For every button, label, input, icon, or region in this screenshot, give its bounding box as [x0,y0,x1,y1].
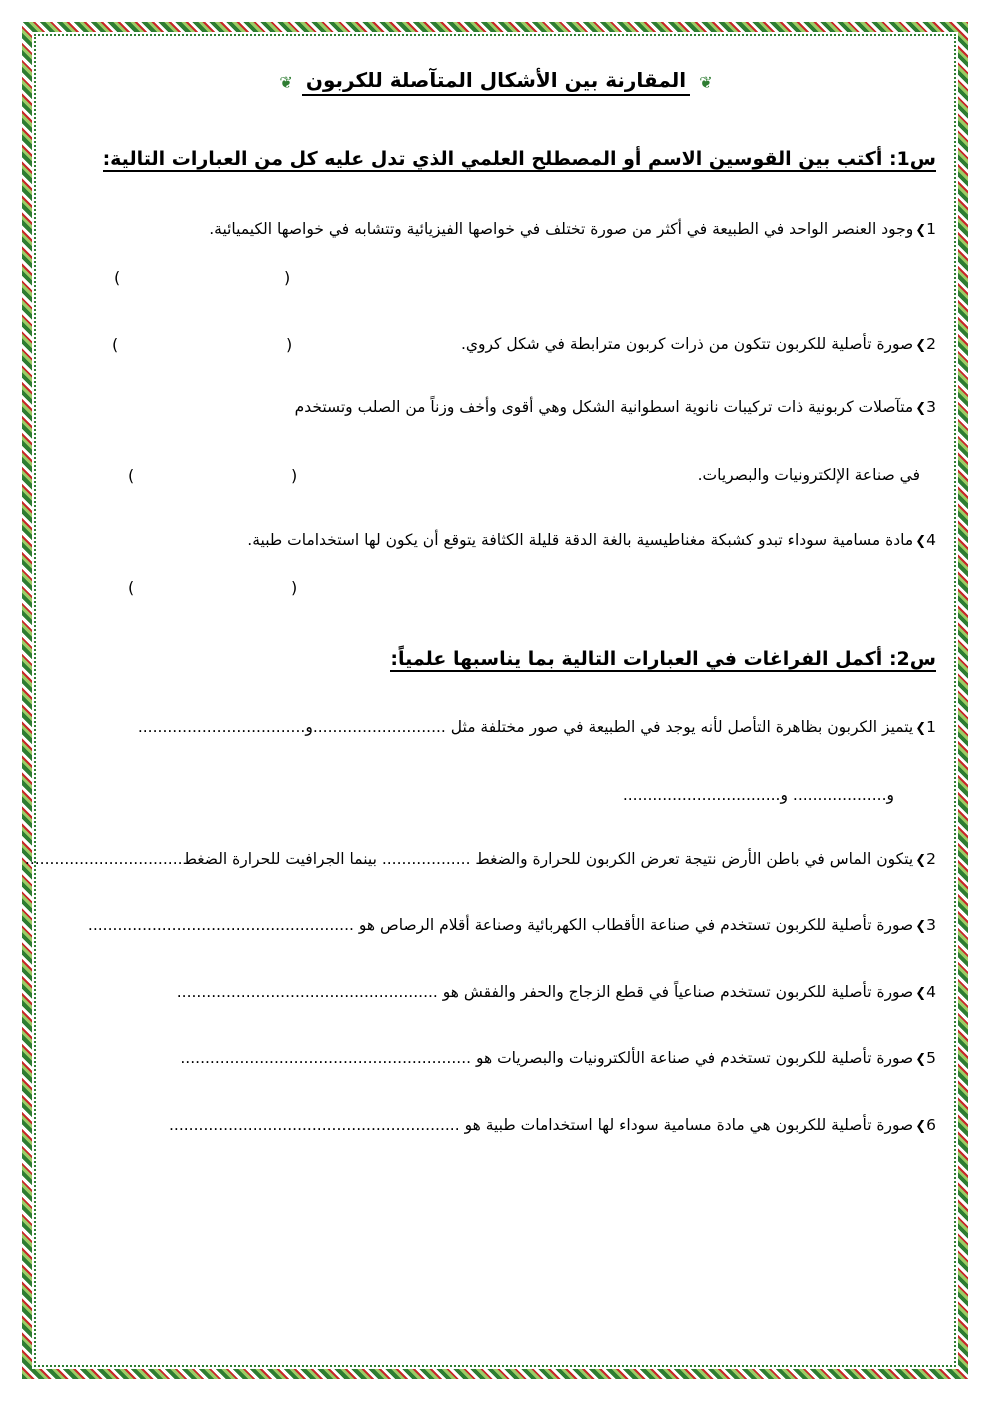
s1-item-3 [295,398,936,416]
arrow-icon: ❯ [915,721,927,736]
s2-item-2 [25,850,936,868]
answer-paren-open: ( [286,335,293,354]
answer-paren-close: ) [112,335,119,354]
answer-paren-close: ) [114,268,121,287]
item-number: 5 [926,1049,936,1067]
arrow-icon: ❯ [915,986,927,1001]
answer-paren-close: ) [128,578,135,597]
answer-paren-close: ) [128,466,135,485]
item-number: 1 [926,220,936,238]
s2-item-3 [88,916,936,934]
item-text: يتكون الماس في باطن الأرض نتيجة تعرض الكربون للحرارة والضغط .................. بينما الجرافيت للحرارة الضغط................................ [24,850,914,868]
item-text: صورة تأصلية للكربون تستخدم صناعياً في قطع الزجاج والحفر والفقش هو ..................................................... [176,983,914,1001]
s2-item-1-cont: و................... و................................ [622,786,894,804]
arrow-icon: ❯ [915,338,927,353]
arrow-icon: ❯ [915,223,927,238]
worksheet-page [24,48,944,1358]
s2-item-4 [177,983,936,1001]
item-text: وجود العنصر الواحد في الطبيعة في أكثر من صورة تختلف في خواصها الفيزيائية وتتشابه في خواصها الكيميائية. [209,220,914,238]
s1-item-4 [247,531,936,549]
section1-heading: س1: أكتب بين القوسين الاسم أو المصطلح العلمي الذي تدل عليه كل من العبارات التالية: [102,148,936,170]
ornament-icon: ❦ [699,73,713,92]
ornament-icon: ❦ [279,73,293,92]
arrow-icon: ❯ [915,401,927,416]
answer-paren-open: ( [284,268,291,287]
item-text: صورة تأصلية للكربون تتكون من ذرات كربون مترابطة في شكل كروي. [460,335,914,353]
s1-item-2 [461,335,936,353]
page-title: المقارنة بين الأشكال المتآصلة للكربون [302,68,690,96]
item-number: 2 [926,850,936,868]
item-number: 4 [926,983,936,1001]
arrow-icon: ❯ [915,919,927,934]
s1-item-3-cont: في صناعة الإلكترونيات والبصريات. [697,466,920,484]
s1-item-1 [209,220,936,238]
item-number: 4 [926,531,936,549]
item-text: يتميز الكربون بظاهرة التأصل لأنه يوجد في الطبيعة في صور مختلفة مثل ...........................و.................................. [137,718,914,736]
section2-heading: س2: أكمل الفراغات في العبارات التالية بما يناسبها علمياً: [390,648,936,670]
item-text: صورة تأصلية للكربون هي مادة مسامية سوداء لها استخدامات طبية هو ........................................................... [168,1116,914,1134]
arrow-icon: ❯ [915,853,927,868]
item-text: صورة تأصلية للكربون تستخدم في صناعة الأقطاب الكهربائية وصناعة أقلام الرصاص هو ...................................................... [87,916,914,934]
arrow-icon: ❯ [915,1119,927,1134]
s2-item-5 [180,1049,936,1067]
answer-paren-open: ( [291,578,298,597]
item-number: 2 [926,335,936,353]
item-number: 3 [926,916,936,934]
s2-item-6 [169,1116,936,1134]
arrow-icon: ❯ [915,534,927,549]
answer-paren-open: ( [291,466,298,485]
item-number: 6 [926,1116,936,1134]
item-number: 3 [926,398,936,416]
item-text: مادة مسامية سوداء تبدو كشبكة مغناطيسية بالغة الدقة قليلة الكثافة يتوقع أن يكون لها استخدامات طبية. [247,531,914,549]
arrow-icon: ❯ [915,1052,927,1067]
title-block [48,68,944,96]
s2-item-1 [138,718,936,736]
item-text: صورة تأصلية للكربون تستخدم في صناعة الألكترونيات والبصريات هو ........................................................... [180,1049,914,1067]
item-number: 1 [926,718,936,736]
item-text: متآصلات كربونية ذات تركيبات نانوية اسطوانية الشكل وهي أقوى وأخف وزناً من الصلب وتستخدم [294,398,914,416]
